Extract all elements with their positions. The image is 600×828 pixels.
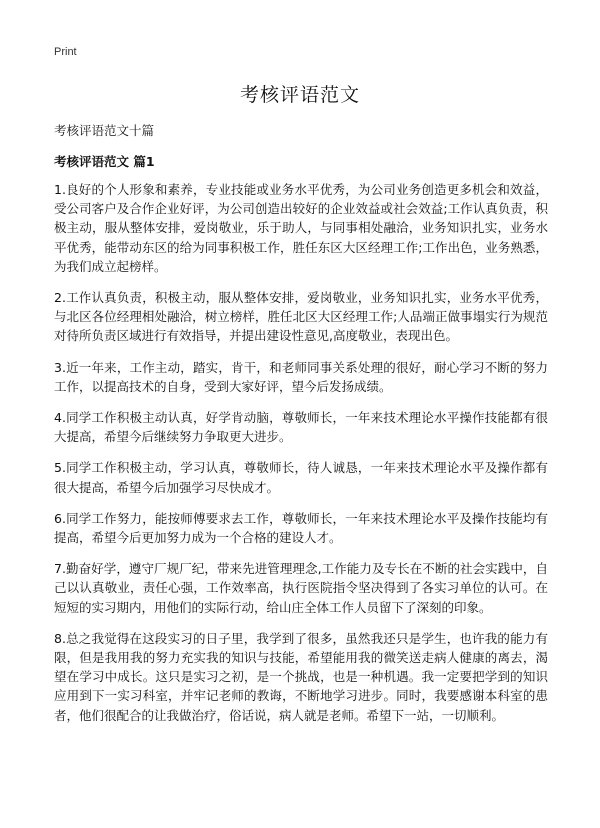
paragraph-8: 8.总之我觉得在这段实习的日子里，我学到了很多，虽然我还只是学生，也许我的能力有限，但是我用我的努力充实我的知识与技能，希望能用我的微笑送走病人健康的离去，渴望在学习中成长。这只是实习之初，是一个挑战，也是一种机遇。我一定要把学到的知识应用到下一实习科室，并牢记老师的教诲，不断地学习进步。同时，我要感谢本科室的患者，他们很配合的让我做治疗，俗话说，病人就是老师。希望下一站，一切顺利。 <box>54 630 548 723</box>
paragraph-7: 7.勤奋好学，遵守厂规厂纪，带来先进管理理念,工作能力及专长在不断的社会实践中，自己以认真敬业，责任心强，工作效率高，执行医院指令坚决得到了各实习单位的认可。在短短的实习期内，用他们的实际行动，给山庄全体工作人员留下了深刻的印象。 <box>54 561 548 615</box>
document-subtitle: 考核评语范文十篇 <box>54 123 155 138</box>
document-title: 考核评语范文 <box>239 84 360 106</box>
section-heading: 考核评语范文 篇1 <box>54 154 155 169</box>
paragraph-2: 2.工作认真负责，积极主动，服从整体安排，爱岗敬业，业务知识扎实，业务水平优秀，与北区各位经理相处融洽，树立榜样，胜任北区大区经理工作;人品端正做事塌实行为规范对待所负责区域进行有效指导，并提出建设性意见,高度敬业，表现出色。 <box>54 290 548 344</box>
paragraph-6: 6.同学工作努力，能按师傅要求去工作，尊敬师长，一年来技术理论水平及操作技能均有提高，希望今后更加努力成为一个合格的建设人才。 <box>54 510 548 546</box>
document-body <box>54 180 548 737</box>
paragraph-1: 1.良好的个人形象和素养，专业技能或业务水平优秀，为公司业务创造更多机会和效益，受公司客户及合作企业好评，为公司创造出较好的企业效益或社会效益;工作认真负责，积极主动，服从整体安排，爱岗敬业，乐于助人，与同事相处融洽，业务知识扎实，业务水平优秀，能带动东区的给为同事积极工作，胜任东区大区经理工作;工作出色，业务熟悉，为我们成立起榜样。 <box>54 182 548 274</box>
paragraph-3: 3.近一年来，工作主动，踏实，肯干，和老师同事关系处理的很好，耐心学习不断的努力工作，以提高技术的自身，受到大家好评，望今后发扬成绩。 <box>54 359 548 394</box>
print-link[interactable]: Print <box>54 46 77 58</box>
paragraph-4: 4.同学工作积极主动认真，好学肯动脑，尊敬师长，一年来技术理论水平操作技能都有很大提高，希望今后继续努力争取更大进步。 <box>54 410 548 445</box>
paragraph-5: 5.同学工作积极主动，学习认真，尊敬师长，待人诚恳，一年来技术理论水平及操作都有很大提高，希望今后加强学习尽快成才。 <box>54 460 548 495</box>
